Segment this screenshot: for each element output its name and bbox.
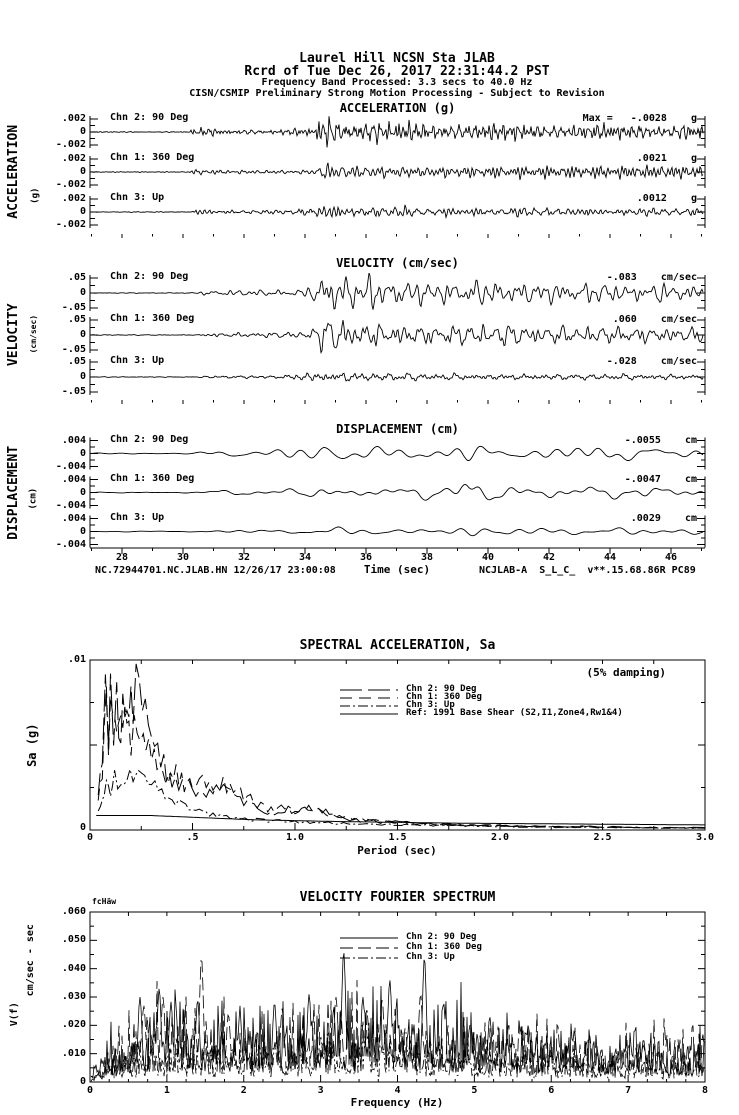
time-tick-label: 34 [298, 552, 312, 563]
time-tick-label: 44 [603, 552, 617, 563]
y-tick-label: 0 [79, 486, 86, 498]
disclaimer-note: CISN/CSMIP Preliminary Strong Motion Processing - Subject to Revision [189, 87, 605, 99]
fourier-x-tick-label: 6 [548, 1085, 555, 1096]
fourier-x-tick-label: 1 [163, 1085, 170, 1096]
fourier-x-tick-label: 8 [701, 1085, 709, 1096]
y-tick-label: 0 [79, 166, 86, 177]
fourier-axis-ylabel: V(f) [8, 1002, 20, 1027]
fourier-legend-label: Chn 2: 90 Deg [406, 932, 477, 942]
channel-label: Chn 3: Up [110, 192, 165, 203]
sa-x-tick-label: 2.0 [490, 832, 510, 843]
y-tick-label: -.002 [55, 139, 86, 150]
y-tick-label: .002 [61, 113, 86, 124]
velocity-section-title: VELOCITY (cm/sec) [336, 256, 459, 270]
fourier-y-tick-label: .040 [61, 962, 86, 974]
time-tick-label: 42 [542, 552, 556, 563]
peak-value-label: .0029 cm [630, 512, 697, 524]
y-tick-label: -.004 [55, 538, 86, 550]
peak-value-label: .0012 g [636, 193, 697, 204]
fourier-legend-label: Chn 1: 360 Deg [406, 942, 482, 952]
fourier-y-tick-label: .060 [61, 906, 86, 917]
record-id-footer: NC.72944701.NC.JLAB.HN 12/26/17 23:00:08 [95, 565, 336, 576]
record-timestamp: Rcrd of Tue Dec 26, 2017 22:31:44.2 PST [244, 64, 550, 79]
peak-value-label: Max = -.0028 g [582, 113, 697, 124]
sa-x-tick-label: 1.0 [285, 832, 305, 843]
peak-value-label: .060 cm/sec [612, 314, 697, 325]
channel-label: Chn 3: Up [110, 355, 165, 366]
fourier-x-tick-label: 3 [317, 1085, 324, 1096]
y-tick-label: 0 [79, 525, 86, 537]
corner-note: fcHäw [92, 897, 117, 906]
y-tick-label: -.002 [55, 219, 86, 230]
y-tick-label: -.05 [61, 302, 86, 313]
channel-label: Chn 2: 90 Deg [110, 433, 189, 445]
fourier-plot-title: VELOCITY FOURIER SPECTRUM [299, 890, 496, 905]
fourier-axis-ylabel-unit: cm/sec - sec [24, 924, 36, 997]
y-tick-label: 0 [79, 329, 86, 340]
sa-y-tick-label: 0 [79, 822, 86, 833]
fourier-x-tick-label: 0 [86, 1085, 94, 1096]
y-tick-label: .004 [61, 473, 86, 485]
station-title: Laurel Hill NCSN Sta JLAB [299, 51, 495, 66]
y-tick-label: -.004 [55, 460, 86, 472]
channel-label: Chn 1: 360 Deg [110, 152, 195, 163]
channel-label: Chn 1: 360 Deg [110, 472, 195, 484]
sa-axis-ylabel: Sa (g) [24, 723, 39, 767]
y-tick-label: -.05 [61, 344, 86, 355]
peak-value-label: -.028 cm/sec [606, 356, 697, 367]
frequency-band-note: Frequency Band Processed: 3.3 secs to 40.0 Hz [261, 77, 533, 88]
acceleration-axis-side-label: ACCELERATION [6, 124, 22, 219]
time-tick-label: 32 [237, 552, 251, 563]
time-tick-label: 46 [664, 552, 678, 563]
time-tick-label: 30 [176, 552, 190, 563]
damping-note: (5% damping) [586, 666, 666, 679]
fourier-x-tick-label: 4 [394, 1085, 401, 1096]
time-axis-label: Time (sec) [363, 563, 431, 576]
y-tick-label: 0 [79, 126, 86, 137]
y-tick-label: 0 [79, 287, 86, 298]
velocity-axis-side-unit: (cm/sec) [28, 314, 38, 354]
y-tick-label: -.05 [61, 386, 86, 397]
fourier-x-tick-label: 2 [240, 1085, 247, 1096]
peak-value-label: -.0047 cm [624, 473, 697, 485]
y-tick-label: 0 [79, 371, 86, 382]
sa-plot-title: SPECTRAL ACCELERATION, Sa [299, 638, 496, 653]
sa-legend-label: Chn 1: 360 Deg [406, 692, 482, 702]
y-tick-label: .05 [67, 314, 86, 325]
channel-label: Chn 1: 360 Deg [110, 313, 195, 324]
channel-label: Chn 2: 90 Deg [110, 112, 189, 123]
time-tick-label: 40 [481, 552, 495, 563]
displacement-axis-side-unit: (cm) [28, 487, 39, 510]
sa-x-tick-label: 0 [86, 832, 94, 843]
time-tick-label: 38 [420, 552, 434, 563]
sa-x-tick-label: 1.5 [388, 832, 407, 843]
displacement-section-title: DISPLACEMENT (cm) [336, 422, 459, 436]
sa-x-tick-label: 2.5 [593, 832, 612, 843]
peak-value-label: -.083 cm/sec [606, 272, 697, 283]
fourier-axis-xlabel: Frequency (Hz) [350, 1096, 444, 1109]
y-tick-label: -.004 [55, 499, 86, 511]
velocity-axis-side-label: VELOCITY [6, 303, 22, 367]
sa-x-tick-label: .5 [186, 832, 199, 843]
sa-legend-label: Ref: 1991 Base Shear (S2,I1,Zone4,Rw1&4) [406, 708, 623, 718]
y-tick-label: .004 [61, 512, 86, 524]
y-tick-label: 0 [79, 206, 86, 217]
channel-label: Chn 2: 90 Deg [110, 271, 189, 282]
fourier-legend-label: Chn 3: Up [406, 952, 455, 962]
processing-version-footer: NCJLAB-A S_L_C_ v**.15.68.86R PC89 [479, 565, 696, 576]
time-tick-label: 36 [359, 552, 373, 563]
sa-legend-label: Chn 3: Up [406, 700, 455, 710]
fourier-y-tick-label: .010 [61, 1047, 86, 1059]
report-header [55, 52, 739, 99]
sa-x-tick-label: 3.0 [695, 832, 715, 843]
y-tick-label: .05 [67, 272, 86, 283]
y-tick-label: -.002 [55, 179, 86, 190]
sa-y-tick-label: .01 [67, 654, 86, 665]
y-tick-label: .002 [61, 193, 86, 204]
y-tick-label: .004 [61, 434, 86, 446]
fourier-y-tick-label: .050 [61, 934, 86, 946]
fourier-x-tick-label: 7 [625, 1085, 632, 1096]
peak-value-label: .0021 g [636, 153, 697, 164]
fourier-y-tick-label: .030 [61, 990, 86, 1002]
y-tick-label: .002 [61, 153, 86, 164]
fourier-y-tick-label: .020 [61, 1019, 86, 1031]
fourier-x-tick-label: 5 [471, 1085, 478, 1096]
acceleration-axis-side-unit: (g) [30, 187, 41, 204]
peak-value-label: -.0055 cm [624, 434, 697, 446]
y-tick-label: .05 [67, 356, 86, 367]
sa-legend-label: Chn 2: 90 Deg [406, 684, 477, 694]
displacement-axis-side-label: DISPLACEMENT [6, 445, 22, 540]
fourier-y-tick-label: 0 [79, 1075, 86, 1087]
sa-axis-xlabel: Period (sec) [357, 844, 437, 857]
channel-label: Chn 3: Up [110, 511, 165, 523]
acceleration-section-title: ACCELERATION (g) [339, 101, 456, 115]
y-tick-label: 0 [79, 447, 86, 459]
time-tick-label: 28 [115, 552, 129, 563]
